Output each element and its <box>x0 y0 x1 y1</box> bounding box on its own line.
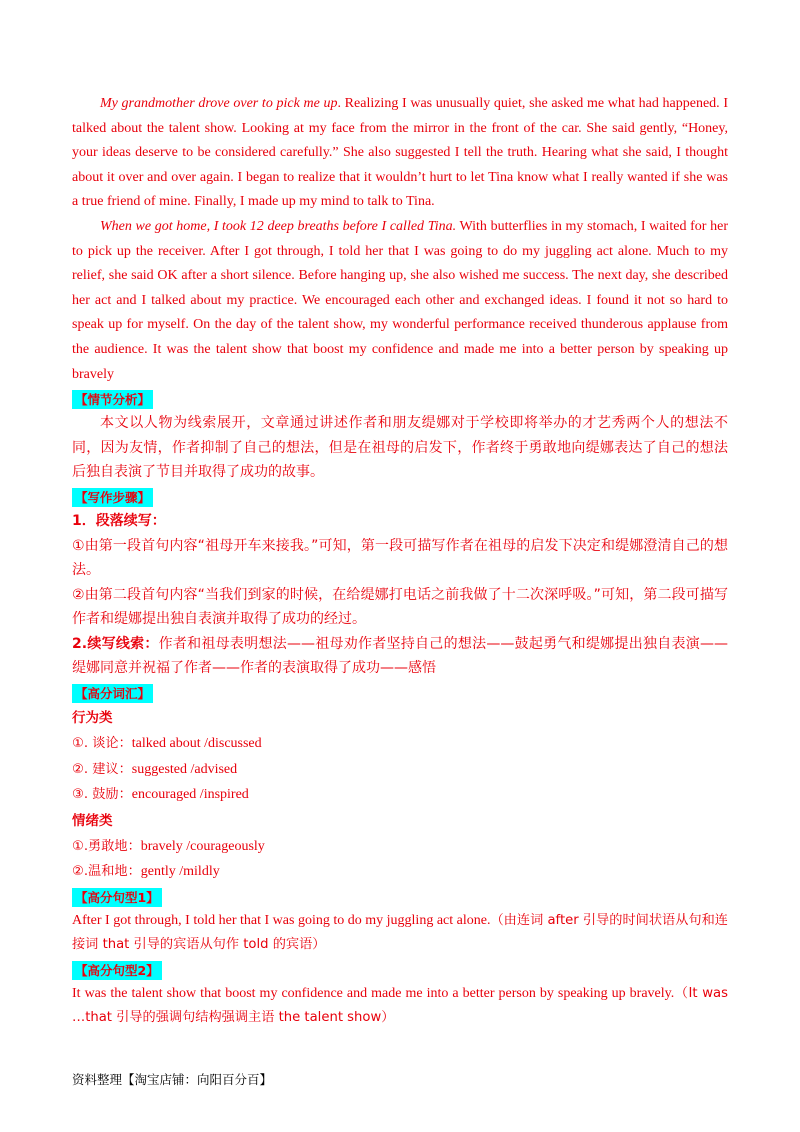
story-p2-opening: When we got home, I took 12 deep breaths before I called Tina. <box>100 218 457 234</box>
plot-analysis-text: 本文以人物为线索展开，文章通过讲述作者和朋友缇娜对于学校即将举办的才艺秀两个人的想法不同，因为友情，作者抑制了自己的想法，但是在祖母的启发下，作者终于勇敢地向缇娜表达了自己的想法后独自表演了节目并取得了成功的故事。 <box>72 415 728 481</box>
story-p1-continuation: . Realizing I was unusually quiet, she asked me what had happened. I talked about the talent show. Looking at my face from the mirror in the front of the car. She said gently, “Honey, your ideas deserve to be considered carefully.” She also suggested I tell the truth. Hearing what she said, I thought about it over and over again. I began to realize that it wouldn’t hurt to let Tina know what I really wanted if she was a true friend of mine. Finally, I made up my mind to talk to Tina. <box>72 96 729 210</box>
vocab-item: ①.勇敢地：bravely /courageously <box>72 838 265 854</box>
vocab-category-emotion: 情绪类 <box>72 812 113 829</box>
vocab-item: ①. 谈论：talked about /discussed <box>72 736 262 752</box>
vocab-heading: 【高分词汇】 <box>72 684 153 703</box>
story-p1-opening: My grandmother drove over to pick me up <box>100 96 338 111</box>
vocab-item: ②.温和地：gently /mildly <box>72 864 220 880</box>
story-paragraph-2 <box>72 215 728 387</box>
vocab-item: ②. 建议：suggested /advised <box>72 761 238 777</box>
story-paragraph-1 <box>72 92 728 215</box>
steps-clue <box>72 632 728 681</box>
vocab-category-behavior: 行为类 <box>72 710 113 727</box>
steps-item-2: ②由第二段首句内容“当我们到家的时候，在给缇娜打电话之前我做了十二次深呼吸。”可知，第二段可描写作者和缇娜提出独自表演并取得了成功的经过。 <box>72 586 728 628</box>
pattern-1-text: After I got through, I told her that I was going to do my juggling act alone.（由连词 after 引导的时间状语从句和连接词 that 引导的宾语从句作 told 的宾语） <box>72 912 728 953</box>
steps-item-1: ①由第一段首句内容“祖母开车来接我。”可知，第一段可描写作者在祖母的启发下决定和缇娜澄清自己的想法。 <box>72 537 728 579</box>
steps-title-2: 2.续写线索： <box>72 635 159 652</box>
vocab-item: ③. 鼓励：encouraged /inspired <box>72 787 249 803</box>
pattern-2-heading: 【高分句型2】 <box>72 961 162 980</box>
plot-analysis-heading: 【情节分析】 <box>72 390 153 409</box>
steps-clue-text: 作者和祖母表明想法——祖母劝作者坚持自己的想法——鼓起勇气和缇娜提出独自表演——缇娜同意并祝福了作者——作者的表演取得了成功——感悟 <box>72 635 728 677</box>
steps-title-1: 1．段落续写： <box>72 512 166 529</box>
pattern-2-text: It was the talent show that boost my confidence and made me into a better person by speaking up bravely.（It was …that 引导的强调句结构强调主语 the talent show） <box>72 985 728 1026</box>
story-p2-continuation: With butterflies in my stomach, I waited for her to pick up the receiver. After I got through, I told her that I was going to do my juggling act alone. Much to my relief, she said OK after a short silence. Before hanging up, she also wished me success. The next day, she described her act and I talked about my practice. We encouraged each other and exchanged ideas. I found it not so hard to speak up for myself. On the day of the talent show, my wonderful performance received thunderous applause from the audience. It was the talent show that boost my confidence and made me into a better person by speaking up bravely <box>72 218 728 382</box>
page-footer: 资料整理【淘宝店铺：向阳百分百】 <box>72 1072 273 1087</box>
writing-steps-heading: 【写作步骤】 <box>72 488 153 507</box>
pattern-1-heading: 【高分句型1】 <box>72 888 162 907</box>
document-body <box>72 92 728 1031</box>
